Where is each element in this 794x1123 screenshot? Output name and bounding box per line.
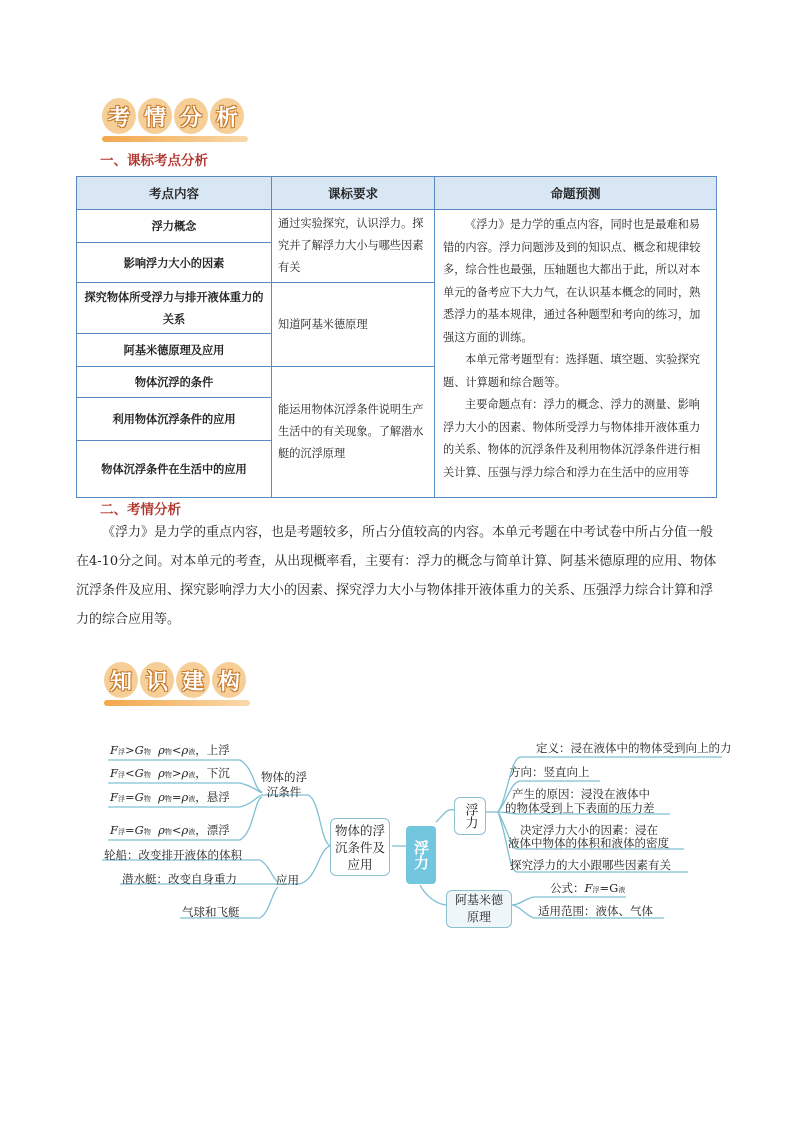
badge-char: 情 xyxy=(138,98,172,134)
floating-sinking-box: 物体的浮沉条件及应用 xyxy=(330,818,390,876)
badge-char: 分 xyxy=(174,98,208,134)
application-item: 潜水艇：改变自身重力 xyxy=(122,872,237,886)
requirement-cell: 通过实验探究，认识浮力。探究并了解浮力大小与哪些因素有关 xyxy=(272,210,435,283)
analysis-paragraph: 《浮力》是力学的重点内容，也是考题较多，所占分值较高的内容。本单元考题在中考试卷中所占分值一般在4-10分之间。对本单元的考查，从出现概率看，主要有：浮力的概念与简单计算、阿基米德原理的应用、物体沉浮条件及应用、探究影响浮力大小的因素、探究浮力大小与物体排开液体重力的关系、压强浮力综合计算和浮力的综合应用等。 xyxy=(76,525,717,627)
badge-char: 建 xyxy=(176,662,210,698)
prediction-paragraph: 《浮力》是力学的重点内容，同时也是最难和易错的内容。浮力问题涉及到的知识点、概念和规律较多，综合性也最强，压轴题也大都出于此，所以对本单元的备考应下大力气，在认识基本概念的同时，熟悉浮力的基本规律，通过各种题型和考向的练习，加强这方面的训练。 xyxy=(443,218,701,344)
buoyancy-item: 产生的原因：浸没在液体中 xyxy=(512,787,650,801)
condition-row: F浮=G物 ρ物=ρ液，悬浮 xyxy=(110,790,230,804)
badge-char: 考 xyxy=(102,98,136,134)
buoyancy-box: 浮力 xyxy=(454,797,486,835)
badge-char: 识 xyxy=(140,662,174,698)
prediction-paragraph: 本单元常考题型有：选择题、填空题、实验探究题、计算题和综合题等。 xyxy=(443,353,700,389)
application-label: 应用 xyxy=(276,873,299,887)
topic-cell: 物体沉浮的条件 xyxy=(77,367,272,398)
section1-title: 一、课标考点分析 xyxy=(100,153,208,169)
buoyancy-item: 的物体受到上下表面的压力差 xyxy=(505,801,655,815)
topic-cell: 浮力概念 xyxy=(77,210,272,243)
badge-char: 知 xyxy=(104,662,138,698)
requirement-cell: 知道阿基米德原理 xyxy=(272,283,435,367)
buoyancy-item: 定义：浸在液体中的物体受到向上的力 xyxy=(536,741,732,755)
prediction-paragraph: 主要命题点有：浮力的概念、浮力的测量、影响浮力大小的因素、物体所受浮力与物体排开液体重力的关系、物体的沉浮条件及利用物体沉浮条件进行相关计算、压强与浮力综合和浮力在生活中的应用等 xyxy=(443,398,701,479)
buoyancy-item: 方向：竖直向上 xyxy=(509,765,590,779)
buoyancy-item: 决定浮力大小的因素：浸在 xyxy=(520,823,658,837)
scope-item: 适用范围：液体、气体 xyxy=(538,904,653,918)
table-header: 课标要求 xyxy=(272,177,435,210)
table-header: 命题预测 xyxy=(435,177,717,210)
application-item: 轮船：改变排开液体的体积 xyxy=(104,848,242,862)
topic-cell: 阿基米德原理及应用 xyxy=(77,334,272,367)
conditions-label: 物体的浮沉条件 xyxy=(261,770,307,799)
topic-cell: 探究物体所受浮力与排开液体重力的关系 xyxy=(77,283,272,334)
archimedes-box: 阿基米德原理 xyxy=(446,890,512,928)
condition-row: F浮>G物 ρ物<ρ液，上浮 xyxy=(110,743,230,757)
topic-cell: 影响浮力大小的因素 xyxy=(77,243,272,283)
buoyancy-item: 液体中物体的体积和液体的密度 xyxy=(508,836,669,850)
requirement-cell: 能运用物体沉浮条件说明生产生活中的有关现象。了解潜水艇的沉浮原理 xyxy=(272,367,435,498)
buoyancy-item: 探究浮力的大小跟哪些因素有关 xyxy=(510,858,671,872)
topic-cell: 利用物体沉浮条件的应用 xyxy=(77,398,272,441)
table-header: 考点内容 xyxy=(77,177,272,210)
center-node: 浮力 xyxy=(406,826,436,884)
condition-row: F浮=G物 ρ物<ρ液，漂浮 xyxy=(110,823,230,837)
section2-title: 二、考情分析 xyxy=(100,502,181,518)
badge-char: 析 xyxy=(210,98,244,134)
application-item: 气球和飞艇 xyxy=(182,905,240,919)
badge-char: 构 xyxy=(212,662,246,698)
condition-row: F浮<G物 ρ物>ρ液，下沉 xyxy=(110,766,230,780)
topic-cell: 物体沉浮条件在生活中的应用 xyxy=(77,441,272,498)
formula-item: 公式：F浮=G液 xyxy=(550,881,626,895)
